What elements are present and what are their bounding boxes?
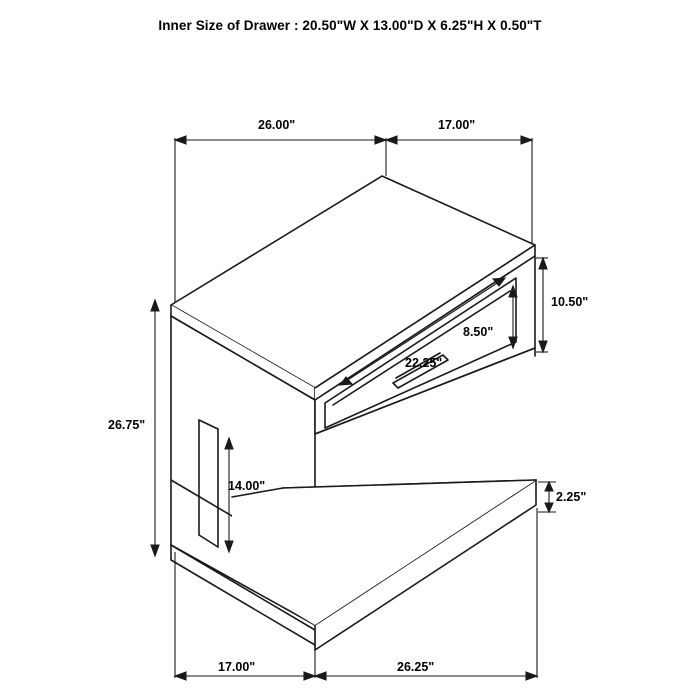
dim-label-bottom-right: 26.25" bbox=[397, 660, 435, 674]
dim-label-drawer-front-width: 22.25" bbox=[405, 356, 443, 370]
dim-label-base-thickness: 2.25" bbox=[556, 490, 587, 504]
dim-label-left-overall: 26.75" bbox=[108, 418, 146, 432]
dim-label-right-upper: 10.50" bbox=[551, 295, 589, 309]
dim-line-base-height bbox=[538, 482, 556, 512]
dim-label-top-left: 26.00" bbox=[258, 118, 296, 132]
dim-line-right-upper bbox=[536, 258, 548, 352]
dim-line-top-left bbox=[175, 136, 386, 144]
dim-line-top-right bbox=[386, 136, 532, 144]
dim-label-top-right: 17.00" bbox=[438, 118, 476, 132]
dim-label-bottom-left: 17.00" bbox=[218, 660, 256, 674]
dim-label-drawer-front-height: 8.50" bbox=[463, 325, 494, 339]
dim-line-left-overall bbox=[151, 300, 159, 556]
page-title: Inner Size of Drawer : 20.50"W X 13.00"D X 6.25"H X 0.50"T bbox=[158, 18, 542, 33]
dim-label-shelf-opening: 14.00" bbox=[228, 479, 266, 493]
